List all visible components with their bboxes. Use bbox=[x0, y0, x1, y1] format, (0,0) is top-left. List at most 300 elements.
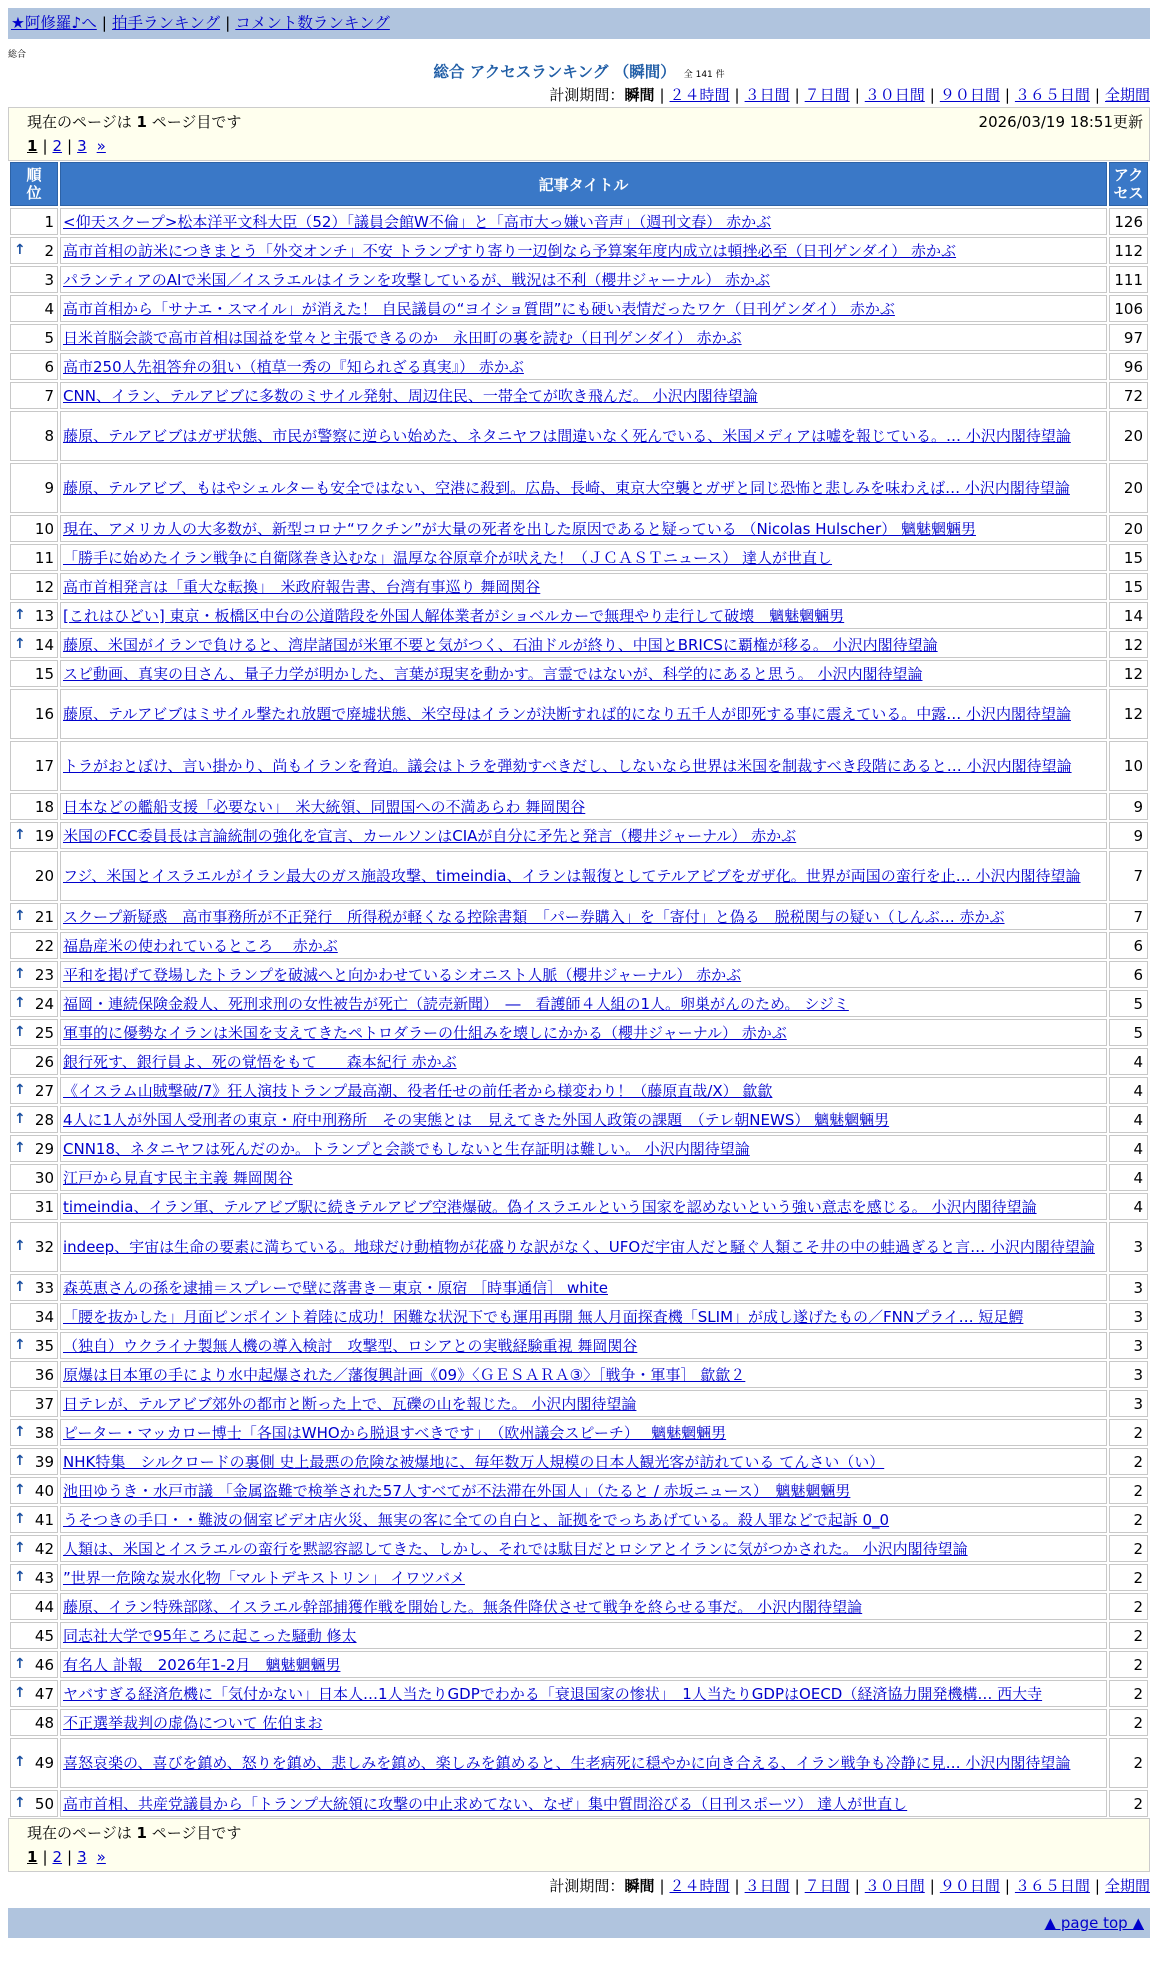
period-option-link[interactable]: ２４時間 bbox=[669, 86, 730, 104]
title-cell bbox=[60, 1738, 1107, 1788]
rank-up-arrow-icon: ↑ bbox=[14, 1794, 26, 1811]
rank-up-arrow-icon: ↑ bbox=[14, 1336, 26, 1353]
rank-number: 10 bbox=[34, 519, 54, 538]
table-row bbox=[10, 1106, 1148, 1133]
period-option-link[interactable]: 全期間 bbox=[1104, 1877, 1150, 1895]
period-separator: | bbox=[1094, 1877, 1100, 1895]
rank-cell bbox=[10, 1477, 58, 1504]
article-title-link[interactable]: 《イスラム山賊撃破/7》狂人演技トランプ最高潮、役者任せの前任者から様変わり！（藤原直哉/X） 歙歙 bbox=[63, 1081, 773, 1100]
article-title-link[interactable]: 日米首脳会談で高市首相は国益を堂々と主張できるのか 永田町の裏を読む（日刊ゲンダイ） 赤かぶ bbox=[63, 328, 742, 347]
access-count: 4 bbox=[1109, 1106, 1148, 1133]
article-title-link[interactable]: 福島産米の使われているところ 赤かぶ bbox=[63, 936, 338, 955]
article-title-link[interactable]: スピ動画、真実の目さん、量子力学が明かした、言葉が現実を動かす。言霊ではないが、科学的にあると思う。 小沢内閣待望論 bbox=[63, 664, 923, 683]
nav-separator: | bbox=[225, 14, 231, 32]
access-count: 97 bbox=[1109, 324, 1148, 351]
access-count: 7 bbox=[1109, 851, 1148, 901]
rank-cell bbox=[10, 660, 58, 687]
rank-number: 22 bbox=[34, 936, 54, 955]
rank-number: 21 bbox=[34, 907, 54, 926]
updated-timestamp: 2026/03/19 18:51更新 bbox=[978, 113, 1143, 131]
title-cell bbox=[60, 324, 1107, 351]
title-cell bbox=[60, 411, 1107, 461]
access-count: 3 bbox=[1109, 1274, 1148, 1301]
title-cell bbox=[60, 851, 1107, 901]
access-count: 111 bbox=[1109, 266, 1148, 293]
access-count: 3 bbox=[1109, 1303, 1148, 1330]
rank-number: 3 bbox=[44, 270, 54, 289]
rank-number: 38 bbox=[34, 1423, 54, 1442]
rank-up-arrow-icon: ↑ bbox=[14, 1452, 26, 1469]
access-count: 2 bbox=[1109, 1477, 1148, 1504]
article-title-link[interactable]: 高市首相、共産党議員から「トランプ大統領に攻撃の中止求めてない、なぜ」集中質問浴びる（日刊スポーツ） 達人が世直し bbox=[63, 1794, 908, 1813]
table-row bbox=[10, 1593, 1148, 1620]
title-cell bbox=[60, 573, 1107, 600]
rank-cell bbox=[10, 1164, 58, 1191]
nav-home-link[interactable]: ★阿修羅♪へ bbox=[11, 14, 97, 32]
access-count: 9 bbox=[1109, 822, 1148, 849]
rank-up-arrow-icon: ↑ bbox=[14, 1684, 26, 1701]
period-separator: | bbox=[854, 1877, 860, 1895]
access-count: 2 bbox=[1109, 1593, 1148, 1620]
rank-cell bbox=[10, 1419, 58, 1446]
article-title-link[interactable]: フジ、米国とイスラエルがイラン最大のガス施設攻撃、timeindia、イランは報復としてテルアビブをガザ化。世界が両国の蛮行を止… 小沢内閣待望論 bbox=[63, 867, 1081, 885]
page-link[interactable]: 3 bbox=[77, 137, 87, 155]
article-title-link[interactable]: 「腰を抜かした」月面ピンポイント着陸に成功！困難な状況下でも運用再開 無人月面探査機「SLIM」が成し遂げたもの／FNNプライ… 短足鰐 bbox=[63, 1307, 1024, 1326]
table-row bbox=[10, 515, 1148, 542]
page-top-link[interactable]: ▲ page top ▲ bbox=[1044, 1914, 1144, 1932]
ranking-heading bbox=[8, 61, 1150, 83]
access-count: 15 bbox=[1109, 544, 1148, 571]
access-count: 15 bbox=[1109, 573, 1148, 600]
access-count: 2 bbox=[1109, 1738, 1148, 1788]
category-small-label: 総合 bbox=[8, 50, 27, 60]
title-cell bbox=[60, 1419, 1107, 1446]
article-title-link[interactable]: 日テレが、テルアビブ郊外の都市と断った上で、瓦礫の山を報じた。 小沢内閣待望論 bbox=[63, 1394, 637, 1413]
rank-up-arrow-icon: ↑ bbox=[14, 994, 26, 1011]
title-cell bbox=[60, 1390, 1107, 1417]
title-cell bbox=[60, 237, 1107, 264]
article-title-link[interactable]: NHK特集 シルクロードの裏側 史上最悪の危険な被爆地に、毎年数万人規模の日本人観光客が訪れている てんさい（い） bbox=[63, 1452, 885, 1471]
rank-cell bbox=[10, 515, 58, 542]
page-separator: | bbox=[67, 137, 73, 155]
period-option-link[interactable]: ７日間 bbox=[804, 1877, 850, 1895]
title-cell bbox=[60, 1077, 1107, 1104]
article-title-link[interactable]: 藤原、イラン特殊部隊、イスラエル幹部捕獲作戦を開始した。無条件降伏させて戦争を終らせる事だ。 小沢内閣待望論 bbox=[63, 1597, 863, 1616]
table-row bbox=[10, 1622, 1148, 1649]
rank-number: 37 bbox=[34, 1394, 54, 1413]
rank-number: 42 bbox=[34, 1539, 54, 1558]
table-row bbox=[10, 689, 1148, 739]
rank-cell bbox=[10, 382, 58, 409]
access-count: 2 bbox=[1109, 1651, 1148, 1678]
rank-up-arrow-icon: ↑ bbox=[14, 1481, 26, 1498]
access-count: 112 bbox=[1109, 237, 1148, 264]
title-cell bbox=[60, 793, 1107, 820]
rank-number: 1 bbox=[44, 212, 54, 231]
nav-separator: | bbox=[101, 14, 108, 32]
page-separator: | bbox=[42, 137, 48, 155]
period-option-link[interactable]: ３０日間 bbox=[864, 1877, 925, 1895]
rank-up-arrow-icon: ↑ bbox=[14, 965, 26, 982]
period-current: 瞬間 bbox=[624, 86, 655, 104]
rank-number: 47 bbox=[34, 1684, 54, 1703]
title-cell bbox=[60, 208, 1107, 235]
article-title-link[interactable]: 現在、アメリカ人の大多数が、新型コロナ“ワクチン”が大量の死者を出した原因であると疑っている （Nicolas Hulscher） 魑魅魍魎男 bbox=[63, 519, 976, 538]
period-separator: | bbox=[929, 86, 935, 104]
period-selector bbox=[8, 1874, 1150, 1898]
access-count: 3 bbox=[1109, 1332, 1148, 1359]
next-page-link[interactable]: » bbox=[96, 1848, 106, 1866]
title-cell bbox=[60, 1448, 1107, 1475]
access-count: 20 bbox=[1109, 411, 1148, 461]
rank-number: 49 bbox=[34, 1754, 54, 1772]
table-row bbox=[10, 631, 1148, 658]
table-row bbox=[10, 1332, 1148, 1359]
article-title-link[interactable]: 高市首相から「サナエ・スマイル」が消えた！ 自民議員の“ヨイショ質問”にも硬い表情だったワケ（日刊ゲンダイ） 赤かぶ bbox=[63, 299, 895, 318]
access-count: 2 bbox=[1109, 1564, 1148, 1591]
article-title-link[interactable]: トラがおとぼけ、言い掛かり、尚もイランを脅迫。議会はトラを弾劾すべきだし、しないなら世界は米国を制裁すべき段階にあると… 小沢内閣待望論 bbox=[63, 757, 1072, 775]
article-title-link[interactable]: 人類は、米国とイスラエルの蛮行を黙認容認してきた、しかし、それでは駄目だとロシアとイランに気がつかされた。 小沢内閣待望論 bbox=[63, 1539, 968, 1558]
title-cell bbox=[60, 1193, 1107, 1220]
table-row bbox=[10, 602, 1148, 629]
table-row bbox=[10, 463, 1148, 513]
rank-number: 43 bbox=[34, 1568, 54, 1587]
rank-cell bbox=[10, 1790, 58, 1817]
page-current: 1 bbox=[27, 137, 38, 155]
rank-cell bbox=[10, 903, 58, 930]
title-cell bbox=[60, 602, 1107, 629]
rank-number: 33 bbox=[34, 1278, 54, 1297]
rank-cell bbox=[10, 1193, 58, 1220]
rank-number: 26 bbox=[34, 1052, 54, 1071]
article-title-link[interactable]: 喜怒哀楽の、喜びを鎮め、怒りを鎮め、悲しみを鎮め、楽しみを鎮めると、生老病死に穏やかに向き合える、イラン戦争も冷静に見… 小沢内閣待望論 bbox=[63, 1754, 1071, 1772]
period-option-link[interactable]: ７日間 bbox=[804, 86, 850, 104]
rank-cell bbox=[10, 1680, 58, 1707]
title-cell bbox=[60, 1106, 1107, 1133]
article-title-link[interactable]: 高市首相発言は「重大な転換」 米政府報告書、台湾有事巡り 舞岡関谷 bbox=[63, 577, 541, 596]
rank-number: 35 bbox=[34, 1336, 54, 1355]
table-row bbox=[10, 1448, 1148, 1475]
article-title-link[interactable]: 「勝手に始めたイラン戦争に自衛隊巻き込むな」温厚な谷原章介が吠えた！（ＪＣＡＳＴニュース） 達人が世直し bbox=[63, 548, 833, 567]
rank-number: 45 bbox=[34, 1626, 54, 1645]
table-row bbox=[10, 1419, 1148, 1446]
access-count: 10 bbox=[1109, 741, 1148, 791]
article-title-link[interactable]: 米国のFCC委員長は言論統制の強化を宣言、カールソンはCIAが自分に矛先と発言（櫻井ジャーナル） 赤かぶ bbox=[63, 826, 797, 845]
rank-cell bbox=[10, 1077, 58, 1104]
ranking-title: 総合 アクセスランキング （瞬間） bbox=[433, 63, 676, 81]
ranking-count: 全 141 件 bbox=[683, 70, 725, 80]
table-row bbox=[10, 1303, 1148, 1330]
article-title-link[interactable]: 森英恵さんの孫を逮捕＝スプレーで壁に落書き－東京・原宿 ［時事通信］ white bbox=[63, 1278, 608, 1297]
page-link[interactable]: 3 bbox=[77, 1848, 87, 1866]
article-title-link[interactable]: <仰天スクープ>松本洋平文科大臣（52）「議員会館W不倫」と「高市大っ嫌い音声」（週刊文春） 赤かぶ bbox=[63, 212, 772, 231]
rank-cell bbox=[10, 208, 58, 235]
table-row bbox=[10, 1738, 1148, 1788]
period-option-link[interactable]: ３０日間 bbox=[864, 86, 925, 104]
rank-cell bbox=[10, 1390, 58, 1417]
rank-number: 27 bbox=[34, 1081, 54, 1100]
rank-cell bbox=[10, 602, 58, 629]
article-title-link[interactable]: 藤原、米国がイランで負けると、湾岸諸国が米軍不要と気がつく、石油ドルが終り、中国とBRICSに覇権が移る。 小沢内閣待望論 bbox=[63, 635, 938, 654]
article-title-link[interactable]: 有名人 訃報 2026年1-2月 魑魅魍魎男 bbox=[63, 1655, 341, 1674]
article-title-link[interactable]: 藤原、テルアビブはミサイル撃たれ放題で廃墟状態、米空母はイランが決断すれば的になり五千人が即死する事に震えている。中露… 小沢内閣待望論 bbox=[63, 705, 1071, 723]
title-cell bbox=[60, 295, 1107, 322]
access-count: 4 bbox=[1109, 1077, 1148, 1104]
title-cell bbox=[60, 1535, 1107, 1562]
period-option-link[interactable]: ３６５日間 bbox=[1014, 1877, 1090, 1895]
article-title-link[interactable]: パランティアのAIで米国／イスラエルはイランを攻撃しているが、戦況は不利（櫻井ジャーナル） 赤かぶ bbox=[63, 270, 771, 289]
access-count: 2 bbox=[1109, 1790, 1148, 1817]
table-row bbox=[10, 822, 1148, 849]
page-link[interactable]: 2 bbox=[52, 1848, 63, 1866]
article-title-link[interactable]: 原爆は日本軍の手により水中起爆された／藩復興計画《09》〈ＧＥＳＡＲＡ③〉［戦争・軍事］ 歙歙２ bbox=[63, 1365, 746, 1384]
rank-cell bbox=[10, 1222, 58, 1272]
title-cell bbox=[60, 1135, 1107, 1162]
article-title-link[interactable]: うそつきの手口・・難波の個室ビデオ店火災、無実の客に全ての自白と、証拠をでっちあげている。殺人罪などで起訴 0_0 bbox=[63, 1510, 890, 1529]
rank-cell bbox=[10, 689, 58, 739]
title-cell bbox=[60, 990, 1107, 1017]
table-row bbox=[10, 237, 1148, 264]
access-count: 72 bbox=[1109, 382, 1148, 409]
rank-cell bbox=[10, 1135, 58, 1162]
title-cell bbox=[60, 1222, 1107, 1272]
rank-number: 9 bbox=[44, 479, 54, 497]
article-title-link[interactable]: 高市250人先祖答弁の狙い（植草一秀の『知られざる真実』） 赤かぶ bbox=[63, 357, 524, 376]
article-title-link[interactable]: timeindia、イラン軍、テルアビブ駅に続きテルアビブ空港爆破。偽イスラエルという国家を認めないという強い意志を感じる。 小沢内閣待望論 bbox=[63, 1197, 1037, 1216]
rank-cell bbox=[10, 1048, 58, 1075]
rank-cell bbox=[10, 295, 58, 322]
article-title-link[interactable]: ピーター・マッカロー博士「各国はWHOから脱退すべきです」 （欧州議会スピーチ） 魑魅魍魎男 bbox=[63, 1423, 727, 1442]
rank-number: 2 bbox=[44, 241, 54, 260]
article-title-link[interactable]: ”世界一危険な炭水化物「マルトデキストリン」 イワツバメ bbox=[63, 1568, 465, 1587]
article-title-link[interactable]: CNN18、ネタニヤフは死んだのか。トランプと会談でもしないと生存証明は難しい。 小沢内閣待望論 bbox=[63, 1139, 750, 1158]
rank-number: 15 bbox=[34, 664, 54, 683]
title-cell bbox=[60, 1680, 1107, 1707]
article-title-link[interactable]: スクープ新疑惑 高市事務所が不正発行 所得税が軽くなる控除書類 「パー券購入」を「寄付」と偽る 脱税関与の疑い（しんぶ… 赤かぶ bbox=[63, 907, 1005, 926]
rank-cell bbox=[10, 1709, 58, 1736]
next-page-link[interactable]: » bbox=[96, 137, 106, 155]
table-row bbox=[10, 1535, 1148, 1562]
current-page-text: 現在のページは 1 ページ目です bbox=[27, 113, 242, 131]
title-cell bbox=[60, 1506, 1107, 1533]
title-cell bbox=[60, 544, 1107, 571]
access-count: 6 bbox=[1109, 932, 1148, 959]
period-label: 計測期間： bbox=[549, 1877, 625, 1895]
table-row bbox=[10, 1506, 1148, 1533]
table-row bbox=[10, 1193, 1148, 1220]
period-separator: | bbox=[794, 86, 800, 104]
article-title-link[interactable]: [これはひどい] 東京・板橋区中台の公道階段を外国人解体業者がショベルカーで無理やり走行して破壊 魑魅魍魎男 bbox=[63, 606, 845, 625]
rank-number: 13 bbox=[34, 606, 54, 625]
article-title-link[interactable]: 同志社大学で95年ころに起こった騒動 修太 bbox=[63, 1626, 357, 1645]
page-link[interactable]: 2 bbox=[52, 137, 63, 155]
nav-clap-ranking-link[interactable]: 拍手ランキング bbox=[112, 14, 221, 32]
col-access-header: アクセス bbox=[1109, 162, 1148, 206]
access-count: 6 bbox=[1109, 961, 1148, 988]
rank-number: 28 bbox=[34, 1110, 54, 1129]
rank-up-arrow-icon: ↑ bbox=[14, 1568, 26, 1585]
period-separator: | bbox=[659, 86, 665, 104]
article-title-link[interactable]: 池田ゆうき・水戸市議 「金属盗難で検挙された57人すべてが不法滞在外国人」（たると / 赤坂ニュース） 魑魅魍魎男 bbox=[63, 1481, 851, 1500]
rank-number: 31 bbox=[34, 1197, 54, 1216]
rank-number: 6 bbox=[44, 357, 54, 376]
table-row bbox=[10, 544, 1148, 571]
period-option-link[interactable]: ３６５日間 bbox=[1014, 86, 1090, 104]
title-cell bbox=[60, 1790, 1107, 1817]
article-title-link[interactable]: 不正選挙裁判の虚偽について 佐伯まお bbox=[63, 1713, 323, 1732]
access-count: 2 bbox=[1109, 1709, 1148, 1736]
article-title-link[interactable]: 日本などの艦船支援「必要ない」 米大統領、同盟国への不満あらわ 舞岡関谷 bbox=[63, 797, 586, 816]
table-row bbox=[10, 208, 1148, 235]
title-cell bbox=[60, 1019, 1107, 1046]
rank-number: 18 bbox=[34, 797, 54, 816]
title-cell bbox=[60, 1622, 1107, 1649]
rank-up-arrow-icon: ↑ bbox=[14, 1423, 26, 1440]
table-row bbox=[10, 1790, 1148, 1817]
rank-number: 8 bbox=[44, 427, 54, 445]
article-title-link[interactable]: 藤原、テルアビブはガザ状態、市民が警察に逆らい始めた、ネタニヤフは間違いなく死んでいる、米国メディアは嘘を報じている。… 小沢内閣待望論 bbox=[63, 427, 1071, 445]
page-links bbox=[27, 134, 1143, 158]
article-title-link[interactable]: CNN、イラン、テルアビブに多数のミサイル発射、周辺住民、一帯全てが吹き飛んだ。 小沢内閣待望論 bbox=[63, 386, 758, 405]
rank-number: 36 bbox=[34, 1365, 54, 1384]
title-cell bbox=[60, 1164, 1107, 1191]
title-cell bbox=[60, 1477, 1107, 1504]
access-count: 3 bbox=[1109, 1361, 1148, 1388]
article-title-link[interactable]: 藤原、テルアビブ、もはやシェルターも安全ではない、空港に殺到。広島、長崎、東京大空襲とガザと同じ恐怖と悲しみを味わえば… 小沢内閣待望論 bbox=[63, 479, 1070, 497]
article-title-link[interactable]: 高市首相の訪米につきまとう「外交オンチ」不安 トランプすり寄り一辺倒なら予算案年度内成立は頓挫必至（日刊ゲンダイ） 赤かぶ bbox=[63, 241, 957, 260]
rank-up-arrow-icon: ↑ bbox=[14, 907, 26, 924]
table-row bbox=[10, 1709, 1148, 1736]
article-title-link[interactable]: 銀行死す、銀行員よ、死の覚悟をもて 森本紀行 赤かぶ bbox=[63, 1052, 457, 1071]
article-title-link[interactable]: ヤバすぎる経済危機に「気付かない」日本人…1人当たりGDPでわかる「衰退国家の惨状」 1人当たりGDPはOECD（経済協力開発機構… 西大寺 bbox=[63, 1684, 1043, 1703]
rank-number: 24 bbox=[34, 994, 54, 1013]
rank-number: 7 bbox=[44, 386, 54, 405]
article-title-link[interactable]: （独自）ウクライナ製無人機の導入検討 攻撃型、ロシアとの実戦経験重視 舞岡関谷 bbox=[63, 1336, 638, 1355]
rank-number: 16 bbox=[34, 705, 54, 723]
title-cell bbox=[60, 1303, 1107, 1330]
article-title-link[interactable]: 江戸から見直す民主主義 舞岡関谷 bbox=[63, 1168, 293, 1187]
top-nav bbox=[8, 8, 1150, 39]
period-separator: | bbox=[854, 86, 860, 104]
access-count: 5 bbox=[1109, 990, 1148, 1017]
rank-cell bbox=[10, 266, 58, 293]
rank-number: 12 bbox=[34, 577, 54, 596]
period-option-link[interactable]: ３日間 bbox=[744, 1877, 790, 1895]
article-title-link[interactable]: 福岡・連続保険金殺人、死刑求刑の女性被告が死亡（読売新聞） ― 看護師４人組の1人。卵巣がんのため。 シジミ bbox=[63, 994, 849, 1013]
access-count: 2 bbox=[1109, 1448, 1148, 1475]
article-title-link[interactable]: 4人に1人が外国人受刑者の東京・府中刑務所 その実態とは 見えてきた外国人政策の課題 （テレ朝NEWS） 魑魅魍魎男 bbox=[63, 1110, 890, 1129]
rank-cell bbox=[10, 411, 58, 461]
table-row bbox=[10, 1680, 1148, 1707]
table-row bbox=[10, 1019, 1148, 1046]
page-current: 1 bbox=[27, 1848, 38, 1866]
page-links bbox=[27, 1845, 1143, 1869]
table-row bbox=[10, 741, 1148, 791]
rank-number: 5 bbox=[44, 328, 54, 347]
rank-cell bbox=[10, 237, 58, 264]
period-separator: | bbox=[1004, 1877, 1010, 1895]
table-row bbox=[10, 1390, 1148, 1417]
pager-top bbox=[8, 107, 1150, 161]
article-title-link[interactable]: 平和を掲げて登場したトランプを破滅へと向かわせているシオニスト人脈（櫻井ジャーナル） 赤かぶ bbox=[63, 965, 742, 984]
period-separator: | bbox=[1094, 86, 1100, 104]
rank-cell bbox=[10, 1535, 58, 1562]
rank-cell bbox=[10, 353, 58, 380]
access-count: 4 bbox=[1109, 1048, 1148, 1075]
table-row bbox=[10, 295, 1148, 322]
access-count: 2 bbox=[1109, 1680, 1148, 1707]
period-separator: | bbox=[929, 1877, 935, 1895]
rank-number: 11 bbox=[34, 548, 54, 567]
page-separator: | bbox=[67, 1848, 73, 1866]
access-count: 14 bbox=[1109, 602, 1148, 629]
rank-number: 46 bbox=[34, 1655, 54, 1674]
table-row bbox=[10, 1274, 1148, 1301]
period-option-link[interactable]: ９０日間 bbox=[939, 1877, 1000, 1895]
period-label: 計測期間： bbox=[549, 86, 625, 104]
rank-cell bbox=[10, 1448, 58, 1475]
rank-up-arrow-icon: ↑ bbox=[14, 1754, 26, 1770]
table-row bbox=[10, 324, 1148, 351]
table-row bbox=[10, 1477, 1148, 1504]
nav-comment-ranking-link[interactable]: コメント数ランキング bbox=[235, 14, 390, 32]
rank-number: 39 bbox=[34, 1452, 54, 1471]
rank-up-arrow-icon: ↑ bbox=[14, 826, 26, 843]
rank-cell bbox=[10, 1106, 58, 1133]
rank-cell bbox=[10, 1593, 58, 1620]
rank-cell bbox=[10, 1361, 58, 1388]
rank-number: 4 bbox=[44, 299, 54, 318]
access-count: 126 bbox=[1109, 208, 1148, 235]
table-row bbox=[10, 1222, 1148, 1272]
title-cell bbox=[60, 932, 1107, 959]
title-cell bbox=[60, 515, 1107, 542]
period-option-link[interactable]: ３日間 bbox=[744, 86, 790, 104]
rank-number: 14 bbox=[34, 635, 54, 654]
rank-cell bbox=[10, 741, 58, 791]
access-count: 3 bbox=[1109, 1390, 1148, 1417]
rank-up-arrow-icon: ↑ bbox=[14, 1510, 26, 1527]
table-header-row bbox=[10, 162, 1148, 206]
rank-cell bbox=[10, 1332, 58, 1359]
rank-cell bbox=[10, 1564, 58, 1591]
period-option-link[interactable]: 全期間 bbox=[1104, 86, 1150, 104]
title-cell bbox=[60, 903, 1107, 930]
table-row bbox=[10, 903, 1148, 930]
table-row bbox=[10, 932, 1148, 959]
rank-cell bbox=[10, 463, 58, 513]
access-count: 3 bbox=[1109, 1222, 1148, 1272]
period-separator: | bbox=[659, 1877, 665, 1895]
access-count: 4 bbox=[1109, 1164, 1148, 1191]
rank-number: 17 bbox=[34, 757, 54, 775]
access-count: 2 bbox=[1109, 1622, 1148, 1649]
title-cell bbox=[60, 353, 1107, 380]
rank-up-arrow-icon: ↑ bbox=[14, 1081, 26, 1098]
period-option-link[interactable]: ９０日間 bbox=[939, 86, 1000, 104]
table-row bbox=[10, 1164, 1148, 1191]
access-count: 2 bbox=[1109, 1506, 1148, 1533]
table-row bbox=[10, 411, 1148, 461]
article-title-link[interactable]: indeep、宇宙は生命の要素に満ちている。地球だけ動植物が花盛りな訳がなく、UFOだ宇宙人だと騒ぐ人類こそ井の中の蛙過ぎると言… 小沢内閣待望論 bbox=[63, 1238, 1095, 1256]
table-row bbox=[10, 382, 1148, 409]
rank-cell bbox=[10, 822, 58, 849]
rank-up-arrow-icon: ↑ bbox=[14, 241, 26, 258]
rank-cell bbox=[10, 1738, 58, 1788]
period-option-link[interactable]: ２４時間 bbox=[669, 1877, 730, 1895]
page-separator: | bbox=[42, 1848, 48, 1866]
article-title-link[interactable]: 軍事的に優勢なイランは米国を支えてきたペトロダラーの仕組みを壊しにかかる（櫻井ジャーナル） 赤かぶ bbox=[63, 1023, 787, 1042]
